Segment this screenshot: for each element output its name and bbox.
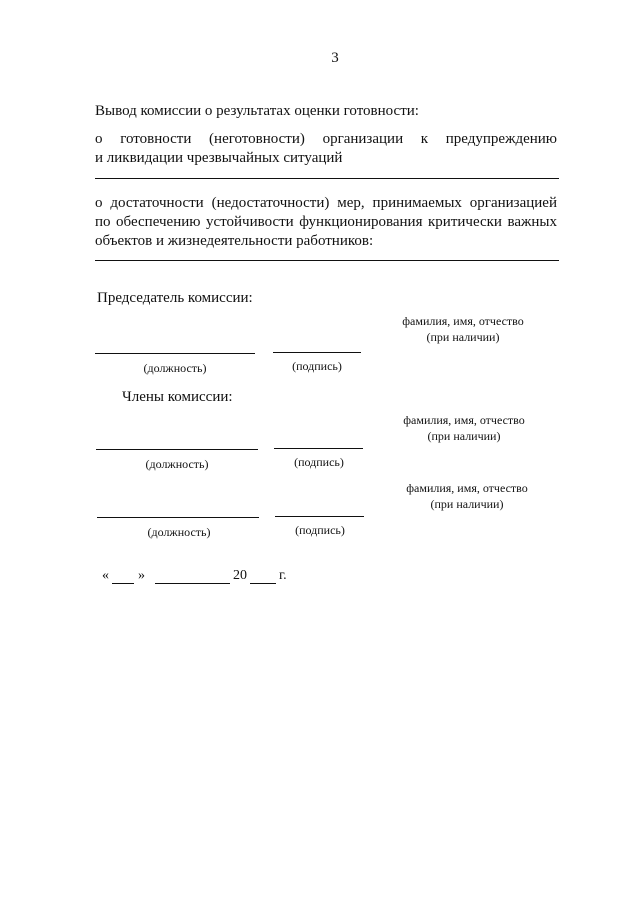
member1-position-line[interactable] [96, 449, 258, 450]
fio-caption-line-2: (при наличии) [427, 429, 501, 443]
date-year-suffix: г. [279, 568, 287, 583]
member1-signature-line[interactable] [274, 448, 363, 449]
date-year-prefix: 20 [233, 568, 247, 583]
chairman-position-line[interactable] [95, 353, 255, 354]
member2-fio-caption [387, 480, 547, 512]
sufficiency-answer-line[interactable] [95, 260, 559, 261]
chairman-signature-line[interactable] [273, 352, 361, 353]
member2-position-caption: (должность) [147, 525, 211, 539]
sufficiency-line-2: по обеспечению устойчивости функционирования критически важных [95, 214, 557, 230]
member1-signature-caption: (подпись) [294, 455, 344, 469]
conclusion-heading: Вывод комиссии о результатах оценки готовности: [95, 103, 419, 119]
member2-signature-caption: (подпись) [295, 523, 345, 537]
member1-fio-caption [384, 412, 544, 444]
member2-position-line[interactable] [97, 517, 259, 518]
member1-position-caption: (должность) [145, 457, 209, 471]
sufficiency-line-1: о достаточности (недостаточности) мер, принимаемых организацией [95, 195, 557, 211]
member2-signature-line[interactable] [275, 516, 364, 517]
chairman-signature-caption: (подпись) [292, 359, 342, 373]
chairman-label: Председатель комиссии: [97, 290, 253, 306]
readiness-line-1: о готовности (неготовности) организации к предупреждению [95, 131, 557, 147]
members-label: Члены комиссии: [122, 389, 233, 405]
sufficiency-line-3: объектов и жизнедеятельности работников: [95, 233, 374, 249]
page-number: 3 [331, 50, 339, 66]
readiness-line-2: и ликвидации чрезвычайных ситуаций [95, 150, 343, 166]
sufficiency-paragraph [95, 194, 557, 251]
fio-caption-line-2: (при наличии) [426, 330, 500, 344]
readiness-answer-line[interactable] [95, 178, 559, 179]
chairman-fio-caption [383, 313, 543, 345]
fio-caption-line-1: фамилия, имя, отчество [402, 314, 524, 328]
chairman-position-caption: (должность) [143, 361, 207, 375]
readiness-paragraph [95, 130, 557, 168]
fio-caption-line-1: фамилия, имя, отчество [403, 413, 525, 427]
date-close-quote: » [138, 568, 145, 583]
date-year-blank[interactable] [250, 583, 276, 584]
date-line [102, 568, 302, 588]
date-open-quote: « [102, 568, 109, 583]
fio-caption-line-1: фамилия, имя, отчество [406, 481, 528, 495]
fio-caption-line-2: (при наличии) [430, 497, 504, 511]
date-month-blank[interactable] [155, 583, 230, 584]
date-day-blank[interactable] [112, 583, 134, 584]
